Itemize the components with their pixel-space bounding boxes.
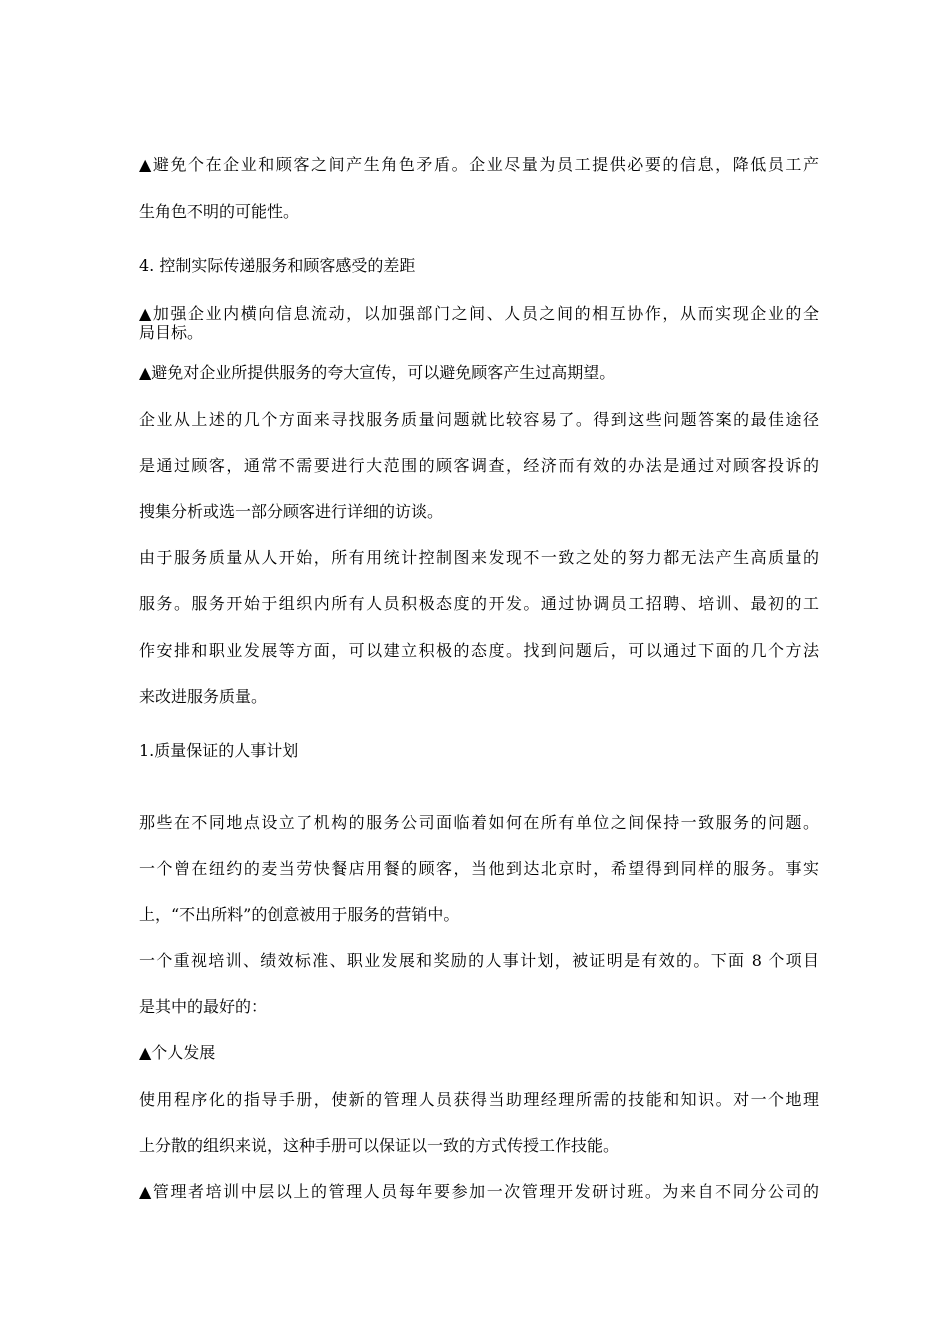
paragraph-line: ▲管理者培训中层以上的管理人员每年要参加一次管理开发研讨班。为来自不同分公司的	[139, 1182, 819, 1201]
paragraph-line: 来改进服务质量。	[139, 687, 268, 706]
paragraph-line: 一个重视培训、绩效标准、职业发展和奖励的人事计划，被证明是有效的。下面 8 个项目	[139, 951, 819, 970]
section-heading: 1.质量保证的人事计划	[139, 741, 299, 760]
paragraph-line: 生角色不明的可能性。	[139, 202, 300, 221]
paragraph-line: 上，“不出所料”的创意被用于服务的营销中。	[139, 905, 460, 924]
paragraph-line: ▲避免个在企业和顾客之间产生角色矛盾。企业尽量为员工提供必要的信息，降低员工产	[139, 155, 819, 174]
paragraph-line: ▲加强企业内横向信息流动，以加强部门之间、人员之间的相互协作，从而实现企业的全	[139, 304, 819, 323]
paragraph-line: 搜集分析或选一部分顾客进行详细的访谈。	[139, 502, 444, 521]
paragraph-line: 由于服务质量从人开始，所有用统计控制图来发现不一致之处的努力都无法产生高质量的	[139, 548, 819, 567]
section-heading: 4. 控制实际传递服务和顾客感受的差距	[139, 256, 416, 275]
paragraph-line: 是通过顾客，通常不需要进行大范围的顾客调查，经济而有效的办法是通过对顾客投诉的	[139, 456, 819, 475]
paragraph-line: 上分散的组织来说，这种手册可以保证以一致的方式传授工作技能。	[139, 1136, 620, 1155]
paragraph-line: 是其中的最好的：	[139, 997, 268, 1016]
paragraph-line: 一个曾在纽约的麦当劳快餐店用餐的顾客，当他到达北京时，希望得到同样的服务。事实	[139, 859, 819, 878]
bullet-heading: ▲个人发展	[139, 1043, 216, 1062]
paragraph-line: 作安排和职业发展等方面，可以建立积极的态度。找到问题后，可以通过下面的几个方法	[139, 641, 819, 660]
paragraph-line: 局目标。	[139, 323, 204, 342]
paragraph-line: 企业从上述的几个方面来寻找服务质量问题就比较容易了。得到这些问题答案的最佳途径	[139, 410, 819, 429]
paragraph-line: 服务。服务开始于组织内所有人员积极态度的开发。通过协调员工招聘、培训、最初的工	[139, 594, 819, 613]
paragraph-line: ▲避免对企业所提供服务的夸大宣传，可以避免顾客产生过高期望。	[139, 363, 616, 382]
paragraph-line: 使用程序化的指导手册，使新的管理人员获得当助理经理所需的技能和知识。对一个地理	[139, 1090, 819, 1109]
paragraph-line: 那些在不同地点设立了机构的服务公司面临着如何在所有单位之间保持一致服务的问题。	[139, 813, 819, 832]
